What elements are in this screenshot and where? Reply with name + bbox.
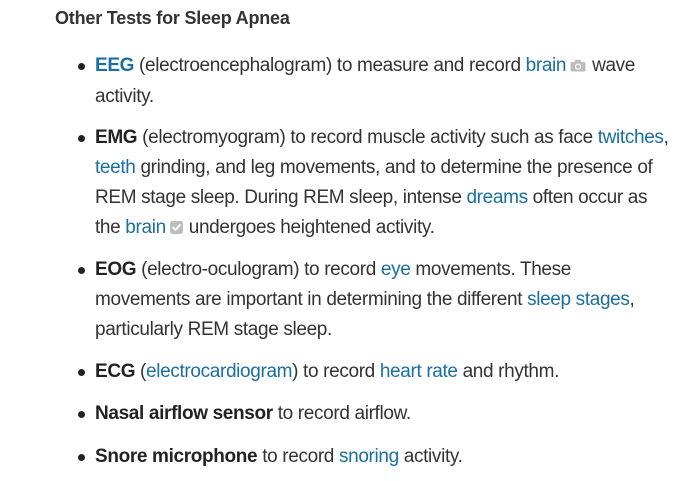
list-item-eeg bbox=[95, 51, 670, 112]
ecg-text-2: ) to record bbox=[292, 361, 380, 382]
eog-text: (electro-oculogram) to record bbox=[136, 259, 381, 280]
ecg-term: ECG bbox=[95, 361, 136, 382]
emg-text-end: undergoes heightened activity. bbox=[183, 217, 435, 238]
emg-text-3: often occur as the bbox=[95, 187, 648, 238]
eeg-term-link[interactable]: EEG bbox=[95, 55, 135, 76]
ecg-text-end: and rhythm. bbox=[457, 361, 560, 382]
eog-term: EOG bbox=[95, 259, 137, 280]
eye-link[interactable]: eye bbox=[380, 259, 411, 280]
list-item-nasal-airflow bbox=[95, 399, 670, 429]
nasal-airflow-term: Nasal airflow sensor bbox=[95, 403, 273, 424]
emg-text: (electromyogram) to record muscle activity such as face bbox=[137, 127, 598, 148]
list-item-ecg bbox=[95, 357, 670, 387]
list-item-emg bbox=[95, 123, 670, 244]
list-item-eog bbox=[95, 255, 670, 345]
eeg-text-end: wave activity. bbox=[95, 55, 636, 107]
snore-text-end: activity. bbox=[398, 446, 463, 467]
sleep-stages-link[interactable]: sleep stages bbox=[527, 289, 630, 310]
electrocardiogram-link[interactable]: electrocardiogram bbox=[146, 361, 293, 382]
snore-text: to record bbox=[257, 446, 339, 467]
emg-text-2: grinding, and leg movements, and to determine the presence of REM stage sleep. During REM sleep, intense bbox=[95, 157, 653, 208]
brain-link[interactable]: brain bbox=[525, 55, 567, 76]
teeth-link[interactable]: teeth bbox=[95, 157, 136, 178]
ecg-text: ( bbox=[135, 361, 147, 382]
heart-rate-link[interactable]: heart rate bbox=[379, 361, 458, 382]
snore-microphone-term: Snore microphone bbox=[95, 446, 258, 467]
emg-text-comma: , bbox=[663, 127, 669, 148]
emg-term: EMG bbox=[95, 127, 138, 148]
snoring-link[interactable]: snoring bbox=[338, 446, 399, 467]
eog-text-2: movements. These movements are important in determining the different bbox=[95, 259, 572, 310]
eog-text-end: , particularly REM stage sleep. bbox=[95, 289, 635, 340]
check-icon[interactable] bbox=[170, 214, 183, 244]
dreams-link[interactable]: dreams bbox=[466, 187, 528, 208]
list-item-snore-microphone bbox=[95, 442, 670, 472]
brain-link-2[interactable]: brain bbox=[125, 217, 166, 238]
section-heading: Other Tests for Sleep Apnea bbox=[55, 8, 290, 28]
eeg-text: (electroencephalogram) to measure and record bbox=[134, 55, 526, 76]
twitches-link[interactable]: twitches bbox=[597, 127, 664, 148]
nasal-airflow-text: to record airflow. bbox=[272, 403, 411, 424]
camera-icon[interactable] bbox=[570, 52, 586, 82]
